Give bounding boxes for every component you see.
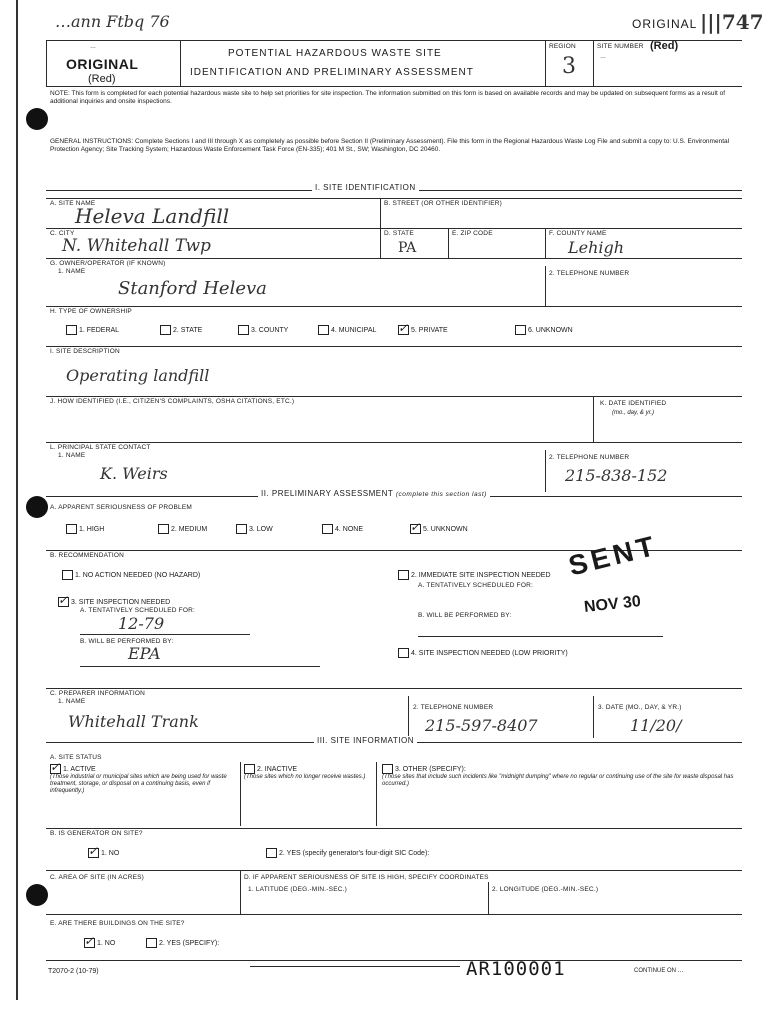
check-mark-icon: ✓ [50,760,61,774]
seriousness-high[interactable]: 1. HIGH [66,524,104,534]
check-mark-icon: ✓ [58,593,69,607]
divider [240,762,241,826]
blank-line [80,634,250,635]
punch-hole [26,884,48,906]
coordinates-label: D. IF APPARENT SERIOUSNESS OF SITE IS HIGH, SPECIFY COORDINATES [244,874,489,881]
header-divider-1 [180,40,181,86]
divider [545,228,546,258]
document-number: |||747 [700,10,764,34]
divider [240,870,241,914]
status-other-text: (Those sites that include such incidents like "midnight dumping" where no regular or continuing use of the site for waste disposal has occurred.) [382,774,734,787]
rule [46,870,742,871]
checkbox[interactable] [160,325,171,335]
rec-immediate-performed-label: B. WILL BE PERFORMED BY: [418,612,512,619]
checkbox-checked[interactable] [84,934,95,948]
site-number-red: (Red) [650,40,679,52]
generator-yes[interactable]: 2. YES (specify generator's four-digit SIC Code): [266,848,429,858]
divider [448,228,449,258]
checkbox[interactable] [398,570,409,580]
preparer-phone-value: 215-597-8407 [425,716,538,735]
seriousness-none[interactable]: 4. NONE [322,524,363,534]
blank-line [80,666,320,667]
ownership-state[interactable]: 2. STATE [160,325,202,335]
rule [46,258,742,259]
divider [376,762,377,826]
blank-line [418,636,663,637]
rec-immediate-inspection[interactable]: 2. IMMEDIATE SITE INSPECTION NEEDED [398,570,551,580]
date-identified-label: K. DATE IDENTIFIED [600,400,667,407]
preparer-label: C. PREPARER INFORMATION [50,690,146,697]
checkbox-checked[interactable] [58,593,69,607]
divider [380,198,381,228]
status-other-title: 3. OTHER (SPECIFY): [395,765,466,773]
section2-title [258,489,490,498]
status-other[interactable] [382,764,737,788]
site-number-label: SITE NUMBER [597,43,644,50]
checkbox[interactable] [382,764,393,774]
city-label: C. CITY [50,230,75,237]
status-active-title: 1. ACTIVE [63,765,96,773]
seriousness-low[interactable]: 3. LOW [236,524,273,534]
checkbox[interactable] [322,524,333,534]
checkbox[interactable] [158,524,169,534]
state-contact-name-value: K. Weirs [100,464,168,483]
street-label: B. STREET (OR OTHER IDENTIFIER) [384,200,503,207]
owner-name-label: 1. NAME [58,268,86,275]
continue-note: CONTINUE ON … [634,968,684,974]
ownership-county[interactable]: 3. COUNTY [238,325,288,335]
section2-title-note: (complete this section last) [395,491,487,498]
owner-phone-label: 2. TELEPHONE NUMBER [549,270,630,277]
status-inactive-title: 2. INACTIVE [257,765,298,773]
buildings-no[interactable]: ✓ 1. NO [84,934,116,948]
preparer-date-label: 3. DATE (MO., DAY, & YR.) [598,704,682,711]
header-divider-3 [593,40,594,86]
checkbox[interactable] [318,325,329,335]
checkbox[interactable] [66,524,77,534]
preparer-phone-label: 2. TELEPHONE NUMBER [413,704,494,711]
checkbox[interactable] [244,764,255,774]
state-contact-phone-value: 215-838-152 [565,466,668,485]
rec-no-action[interactable]: 1. NO ACTION NEEDED (NO HAZARD) [62,570,200,580]
latitude-label: 1. LATITUDE (DEG.-MIN.-SEC.) [248,886,348,893]
rule [46,828,742,829]
status-inactive-text: (Those sites which no longer receive wastes.) [244,774,366,780]
rec-site-performed-label: B. WILL BE PERFORMED BY: [80,638,174,645]
footer-line [250,966,460,967]
divider [488,882,489,914]
rule [46,960,742,961]
state-label: D. STATE [384,230,414,237]
longitude-label: 2. LONGITUDE (DEG.-MIN.-SEC.) [492,886,599,893]
check-mark-icon: ✓ [398,321,409,335]
rule [46,198,742,199]
original-stamp-top: ORIGINAL [632,17,698,31]
ownership-municipal[interactable]: 4. MUNICIPAL [318,325,376,335]
status-inactive[interactable] [244,764,374,781]
checkbox-checked[interactable] [398,321,409,335]
date-identified-sub: (mo., day, & yr.) [612,410,655,416]
status-active[interactable] [50,760,240,795]
header-left-border [46,40,47,86]
divider [593,696,594,738]
rec-immediate-scheduled-label: A. TENTATIVELY SCHEDULED FOR: [418,582,533,589]
divider [545,266,546,306]
checkbox[interactable] [266,848,277,858]
rule [46,346,742,347]
section2-title-text: II. PRELIMINARY ASSESSMENT [261,489,394,498]
checkbox[interactable] [66,325,77,335]
rec-site-inspection[interactable]: ✓ 3. SITE INSPECTION NEEDED [58,593,171,607]
divider [593,396,594,442]
section3-title: III. SITE INFORMATION [314,736,417,745]
rule [46,442,742,443]
general-instructions: GENERAL INSTRUCTIONS: Complete Sections I and III through X as completely as possible before Section II (Preliminary Assessment). File this form in the Regional Hazardous Waste Log File and submit a copy to: U.S. Environmental Protection Agency; Site Tracking System; Hazardous Waste Enforcement Task Force (EN-335); 401 M St., SW; Washington, DC 20460. [50,138,730,153]
rule [46,396,742,397]
page-edge-line [16,0,18,1000]
state-value: PA [398,240,417,256]
header-divider-2 [545,40,546,86]
state-contact-label: L. PRINCIPAL STATE CONTACT [50,444,151,451]
check-mark-icon: ✓ [410,520,421,534]
site-status-label: A. SITE STATUS [50,754,102,761]
region-label: REGION [549,43,576,50]
divider [545,450,546,492]
sent-stamp: SENT [565,529,661,582]
checkbox-checked[interactable] [50,760,61,774]
site-description-value: Operating landfill [66,366,210,385]
preparer-name-value: Whitehall Trank [68,712,199,731]
county-value: Lehigh [568,238,625,257]
header-bottom-border [46,86,742,87]
state-contact-name-label: 1. NAME [58,452,86,459]
punch-hole [26,496,48,518]
ownership-type-label: H. TYPE OF OWNERSHIP [50,308,132,315]
header-top-border [46,40,742,41]
note-text: NOTE: This form is completed for each potential hazardous waste site to help set priorities for site inspection. The information submitted on this form is based on available records and may be updated on subsequent forms as a result of additional inquiries and onsite inspections. [50,90,726,105]
punch-hole [26,108,48,130]
ownership-federal[interactable]: 1. FEDERAL [66,325,119,335]
rule [46,228,742,229]
owner-name-value: Stanford Heleva [118,278,267,299]
seriousness-unknown[interactable]: ✓ 5. UNKNOWN [410,520,468,534]
recommendation-label: B. RECOMMENDATION [50,552,125,559]
rec-site-scheduled-value: 12-79 [118,614,165,633]
site-description-label: I. SITE DESCRIPTION [50,348,120,355]
seriousness-label: A. APPARENT SERIOUSNESS OF PROBLEM [50,504,193,511]
state-contact-phone-label: 2. TELEPHONE NUMBER [549,454,630,461]
form-id: T2070-2 (10-79) [48,968,99,975]
section1-title: I. SITE IDENTIFICATION [312,183,419,192]
owner-label: G. OWNER/OPERATOR (IF KNOWN) [50,260,166,267]
buildings-yes[interactable]: 2. YES (SPECIFY): [146,938,219,948]
checkbox-checked[interactable] [410,520,421,534]
generator-label: B. IS GENERATOR ON SITE? [50,830,143,837]
generator-no[interactable]: ✓ 1. NO [88,844,120,858]
rec-site-performed-value: EPA [128,644,161,663]
site-number-note: … [600,54,606,60]
check-mark-icon: ✓ [88,844,99,858]
rule [46,914,742,915]
handwritten-date-note: …ann Ftbq 76 [55,12,170,31]
site-name-value: Heleva Landfill [75,204,230,228]
check-mark-icon: ✓ [84,934,95,948]
divider [380,228,381,258]
ownership-private[interactable]: ✓ 5. PRIVATE [398,321,448,335]
site-name-label: A. SITE NAME [50,200,96,207]
buildings-label: E. ARE THERE BUILDINGS ON THE SITE? [50,920,185,927]
rec-low-priority[interactable]: 4. SITE INSPECTION NEEDED (LOW PRIORITY) [398,648,568,658]
form-title-line2: IDENTIFICATION AND PRELIMINARY ASSESSMENT [190,67,474,78]
divider [408,696,409,738]
rule [46,688,742,689]
ownership-unknown[interactable]: 6. UNKNOWN [515,325,573,335]
checkbox[interactable] [236,524,247,534]
checkbox[interactable] [146,938,157,948]
checkbox[interactable] [398,648,409,658]
form-number-small: … [90,44,96,50]
sent-stamp-date: NOV 30 [583,593,642,616]
status-active-text: (Those industrial or municipal sites which are being used for waste treatment, storage, or disposal on a continuing basis, even if infrequently.) [50,774,227,794]
how-identified-label: J. HOW IDENTIFIED (I.E., CITIZEN'S COMPLAINTS, OSHA CITATIONS, ETC.) [50,398,295,405]
county-label: F. COUNTY NAME [549,230,607,237]
red-label: (Red) [88,73,116,85]
rule [46,306,742,307]
zip-label: E. ZIP CODE [452,230,493,237]
original-label: ORIGINAL [66,56,139,72]
ar-number: AR100001 [466,958,566,980]
checkbox-checked[interactable] [88,844,99,858]
city-value: N. Whitehall Twp [62,236,211,256]
checkbox[interactable] [515,325,526,335]
seriousness-medium[interactable]: 2. MEDIUM [158,524,207,534]
form-title-line1: POTENTIAL HAZARDOUS WASTE SITE [228,48,442,59]
preparer-date-value: 11/20/ [630,716,682,735]
checkbox[interactable] [238,325,249,335]
preparer-name-label: 1. NAME [58,698,86,705]
checkbox[interactable] [62,570,73,580]
rec-site-scheduled-label: A. TENTATIVELY SCHEDULED FOR: [80,607,195,614]
area-label: C. AREA OF SITE (IN ACRES) [50,874,145,881]
region-value: 3 [562,54,576,79]
